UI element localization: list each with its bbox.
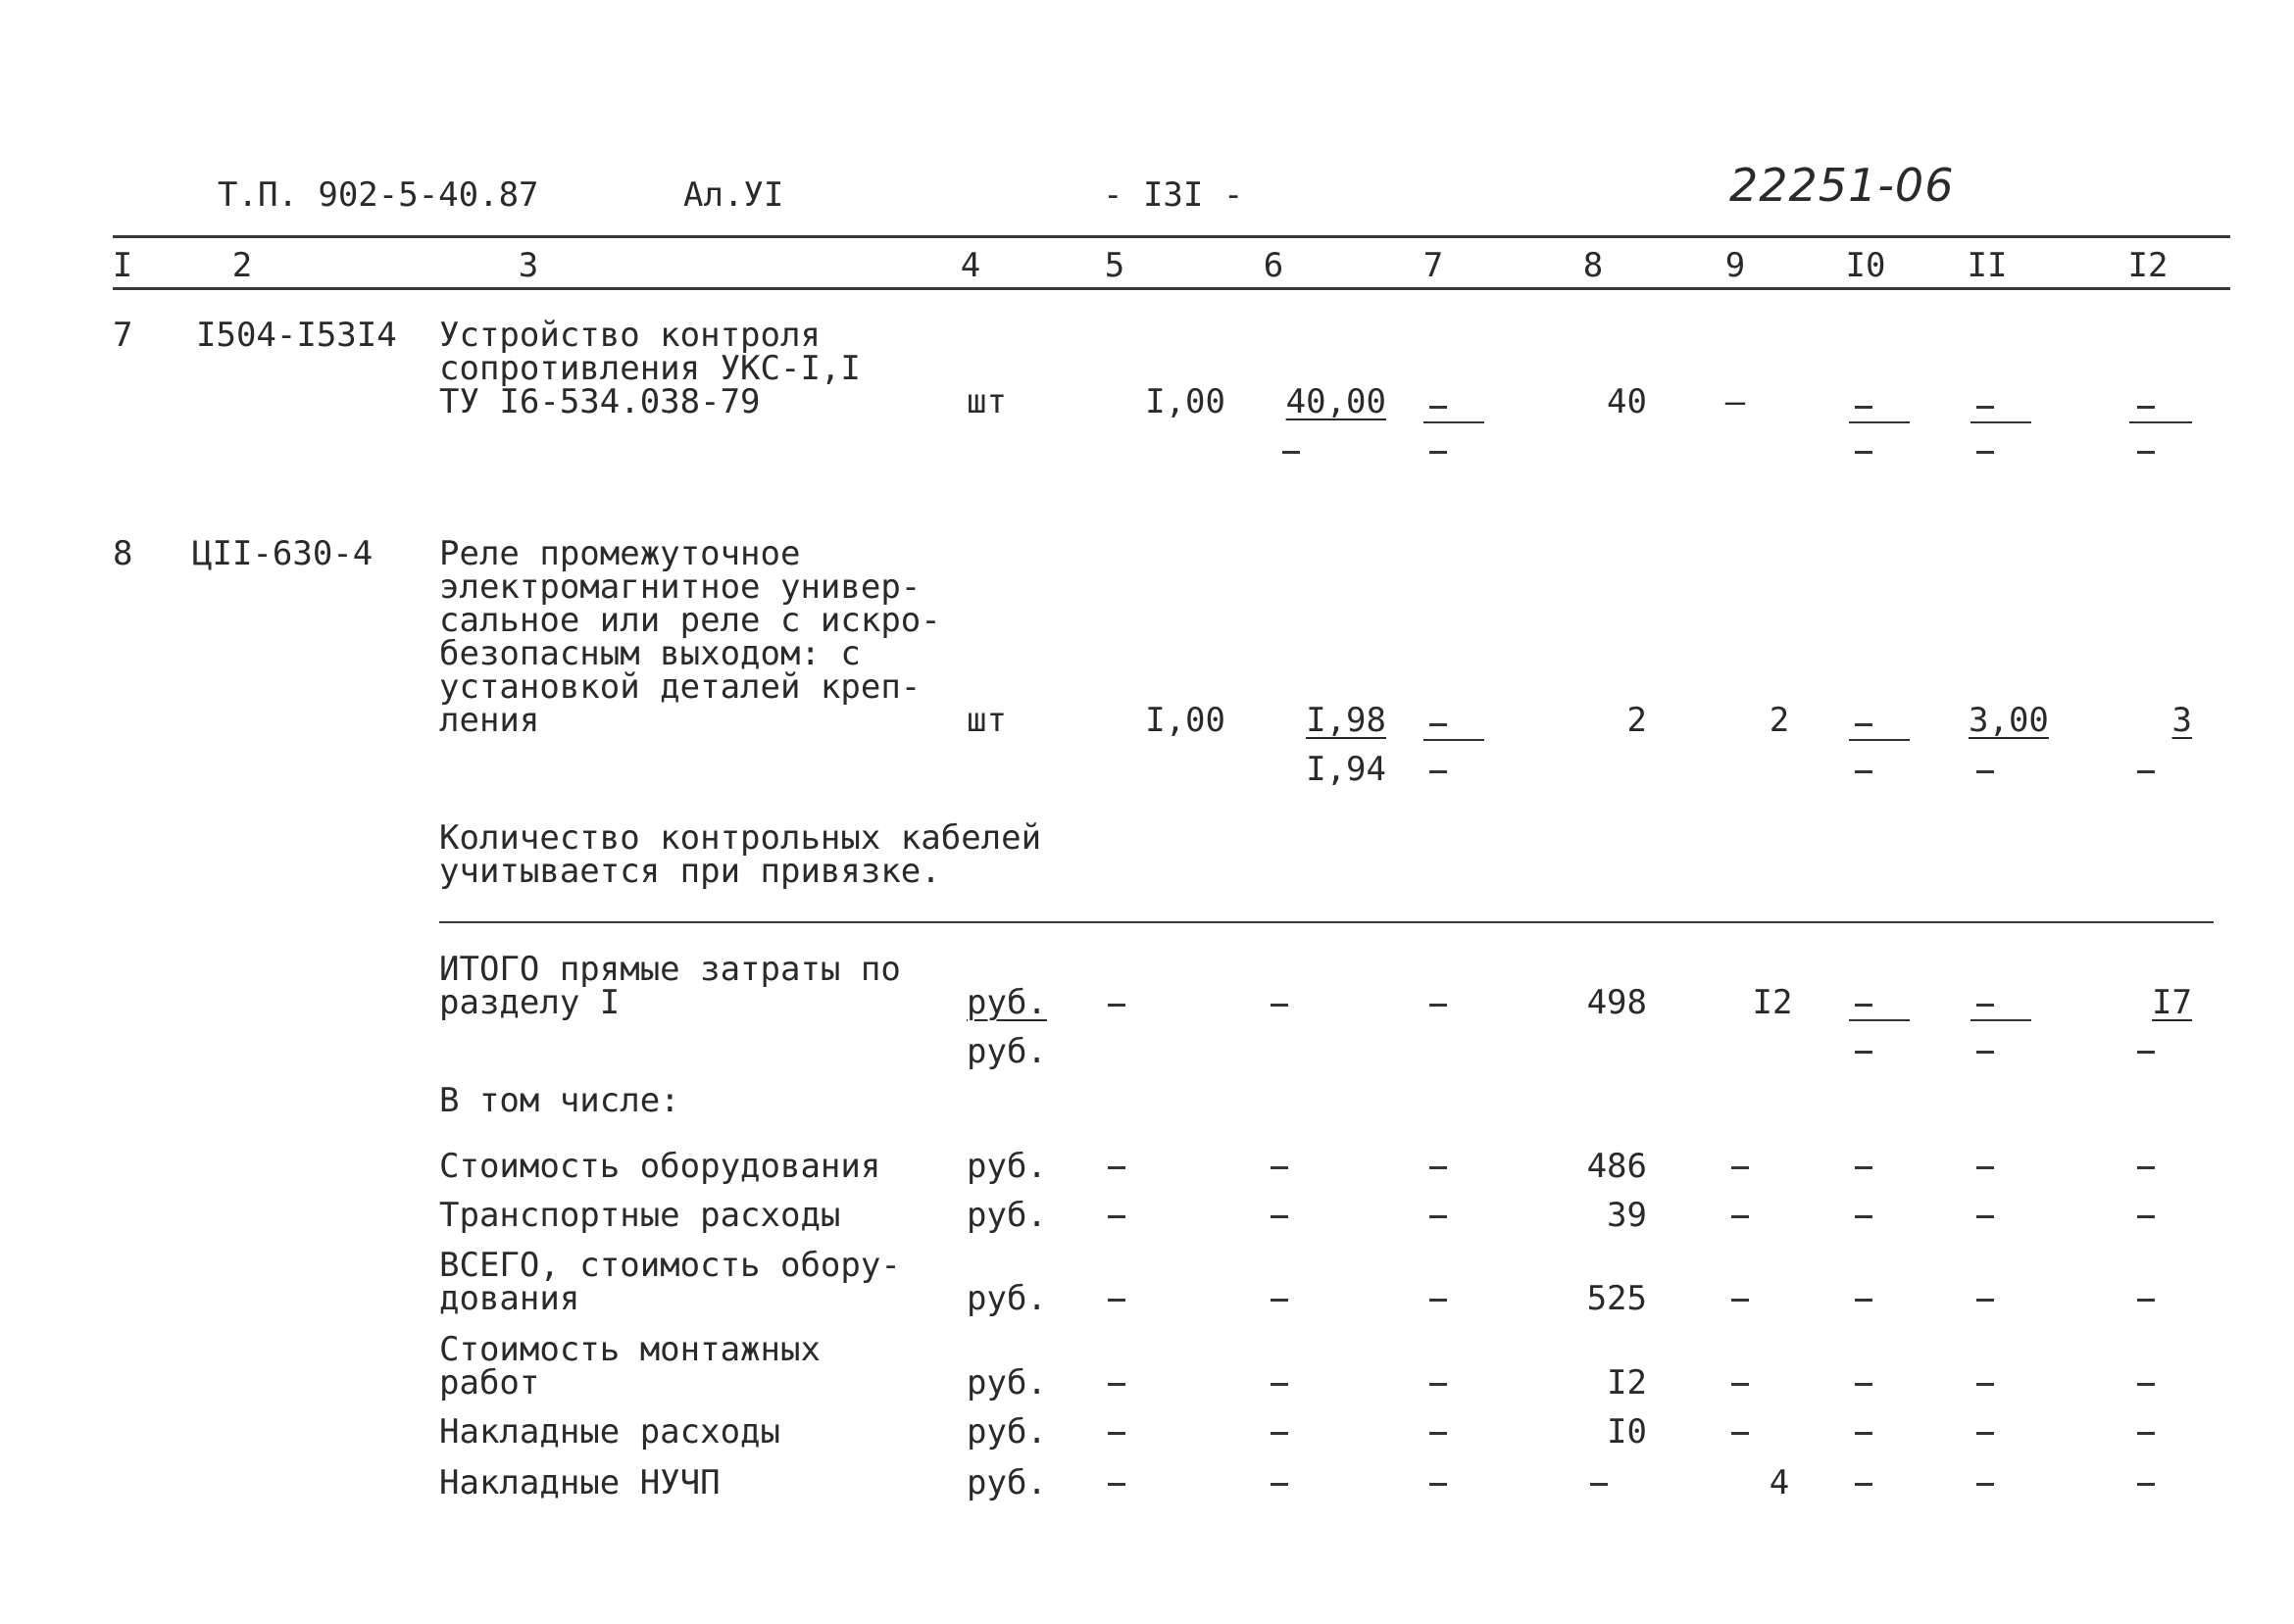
row-7-col11-underline <box>1970 421 2031 423</box>
row-7-col7-dash-bottom <box>1429 451 1447 454</box>
row-8-col10-underline <box>1849 739 1910 741</box>
row-7-col12-dash <box>2137 406 2155 409</box>
row-8-quantity: I,00 <box>1145 701 1225 740</box>
row-8-unit: шт <box>967 701 1007 740</box>
breakdown-row-2-col5-dash <box>1108 1215 1125 1218</box>
breakdown-row-4-unit: руб. <box>967 1363 1047 1403</box>
breakdown-row-4-col12-dash <box>2137 1383 2155 1386</box>
totals-col6-dash <box>1271 1004 1288 1007</box>
row-8-col7-underline <box>1423 739 1484 741</box>
breakdown-row-3-col6-dash <box>1271 1299 1288 1302</box>
column-header-11: II <box>1967 246 2008 285</box>
row-7-code: I504-I53I4 <box>196 316 397 355</box>
column-header-8: 8 <box>1582 246 1604 285</box>
breakdown-row-5-col6-dash <box>1271 1432 1288 1435</box>
breakdown-row-3-unit: руб. <box>967 1279 1047 1318</box>
row-7-col7-dash <box>1429 406 1447 409</box>
breakdown-row-5-unit: руб. <box>967 1412 1047 1452</box>
row-7-col12-underline <box>2129 421 2192 423</box>
row-8-code: ЦII-630-4 <box>192 534 374 573</box>
row-7-col9-value: – <box>1724 382 1746 421</box>
column-header-10: I0 <box>1845 246 1886 285</box>
row-7-col11-dash-bottom <box>1976 451 1994 454</box>
breakdown-row-3-col5-dash <box>1108 1299 1125 1302</box>
breakdown-row-6-label: Накладные НУЧП <box>439 1463 721 1502</box>
row-7-col8-value: 40 <box>1607 382 1647 421</box>
breakdown-row-4-col10-dash <box>1855 1383 1872 1386</box>
totals-col9-value: I2 <box>1752 983 1793 1022</box>
breakdown-row-3-col11-dash <box>1976 1299 1994 1302</box>
row-8-col10-dash-bottom <box>1855 770 1872 773</box>
breakdown-row-1-col11-dash <box>1976 1166 1994 1169</box>
row-7-col12-dash-bottom <box>2137 451 2155 454</box>
totals-col11-dash <box>1976 1004 1994 1007</box>
breakdown-row-3-col10-dash <box>1855 1299 1872 1302</box>
header-bottom-rule <box>113 287 2230 290</box>
handwritten-stamp-number: 22251-06 <box>1729 159 1955 212</box>
row-8-col6-value-top: I,98 <box>1306 701 1386 740</box>
breakdown-row-3-col12-dash <box>2137 1299 2155 1302</box>
including-label: В том числе: <box>439 1081 680 1120</box>
breakdown-row-1-unit: руб. <box>967 1147 1047 1186</box>
album-number: Ал.УI <box>683 175 784 215</box>
totals-col11-dash-bottom <box>1976 1051 1994 1054</box>
breakdown-row-6-col5-dash <box>1108 1483 1125 1486</box>
row-7-col10-underline <box>1849 421 1910 423</box>
breakdown-row-1-col7-dash <box>1429 1166 1447 1169</box>
totals-col10-dash <box>1855 1004 1872 1007</box>
row-8-col11-value: 3,00 <box>1969 701 2049 740</box>
totals-col8-value: 498 <box>1586 983 1647 1022</box>
breakdown-row-6-col11-dash <box>1976 1483 1994 1486</box>
breakdown-row-4-col8-value: I2 <box>1607 1363 1647 1403</box>
row-8-col7-dash <box>1429 723 1447 726</box>
breakdown-row-5-col9-dash <box>1731 1432 1749 1435</box>
breakdown-row-6-col10-dash <box>1855 1483 1872 1486</box>
breakdown-row-5-col7-dash <box>1429 1432 1447 1435</box>
column-header-5: 5 <box>1104 246 1125 285</box>
column-header-12: I2 <box>2127 246 2169 285</box>
breakdown-row-6-col9-value: 4 <box>1769 1463 1790 1502</box>
document-reference: Т.П. 902-5-40.87 <box>218 175 539 215</box>
row-8-col11-dash-bottom <box>1976 770 1994 773</box>
row-8-col8-value: 2 <box>1626 701 1647 740</box>
breakdown-row-4-label: Стоимость монтажных работ <box>439 1330 821 1403</box>
breakdown-row-5-col8-value: I0 <box>1607 1412 1647 1452</box>
totals-unit-top: руб. <box>967 983 1047 1022</box>
breakdown-row-1-label: Стоимость оборудования <box>439 1147 881 1186</box>
breakdown-row-6-col7-dash <box>1429 1483 1447 1486</box>
breakdown-row-4-col6-dash <box>1271 1383 1288 1386</box>
breakdown-row-6-unit: руб. <box>967 1463 1047 1502</box>
totals-col11-underline <box>1970 1019 2031 1021</box>
breakdown-row-6-col12-dash <box>2137 1483 2155 1486</box>
row-7-unit: шт <box>967 382 1007 421</box>
row-8-number: 8 <box>113 534 133 573</box>
breakdown-row-4-col7-dash <box>1429 1383 1447 1386</box>
row-7-col6-dash <box>1282 451 1300 454</box>
row-7-col10-dash-bottom <box>1855 451 1872 454</box>
breakdown-row-3-label: ВСЕГО, стоимость обору- дования <box>439 1246 901 1318</box>
breakdown-row-2-col12-dash <box>2137 1215 2155 1218</box>
breakdown-row-2-col11-dash <box>1976 1215 1994 1218</box>
breakdown-row-3-col7-dash <box>1429 1299 1447 1302</box>
totals-col12-value: I7 <box>2152 983 2192 1022</box>
breakdown-row-2-col10-dash <box>1855 1215 1872 1218</box>
breakdown-row-5-col5-dash <box>1108 1432 1125 1435</box>
row-7-col10-dash <box>1855 406 1872 409</box>
breakdown-row-5-label: Накладные расходы <box>439 1412 780 1452</box>
breakdown-row-1-col12-dash <box>2137 1166 2155 1169</box>
totals-separator-rule <box>439 921 2214 923</box>
breakdown-row-1-col10-dash <box>1855 1166 1872 1169</box>
breakdown-row-3-col8-value: 525 <box>1586 1279 1647 1318</box>
breakdown-row-2-col6-dash <box>1271 1215 1288 1218</box>
column-header-6: 6 <box>1263 246 1284 285</box>
breakdown-row-5-col10-dash <box>1855 1432 1872 1435</box>
row-7-description: Устройство контроля сопротивления УКС-I,I ТУ I6-534.038-79 <box>439 316 861 421</box>
column-header-3: 3 <box>518 246 539 285</box>
breakdown-row-4-col11-dash <box>1976 1383 1994 1386</box>
breakdown-row-6-col6-dash <box>1271 1483 1288 1486</box>
breakdown-row-4-col5-dash <box>1108 1383 1125 1386</box>
row-8-col6-value-bottom: I,94 <box>1306 750 1386 789</box>
breakdown-row-1-col8-value: 486 <box>1586 1147 1647 1186</box>
breakdown-row-2-col9-dash <box>1731 1215 1749 1218</box>
column-header-1: I <box>112 246 133 285</box>
column-header-4: 4 <box>960 246 981 285</box>
breakdown-row-6-col8-dash <box>1590 1483 1608 1486</box>
totals-unit-bottom: руб. <box>967 1032 1047 1071</box>
row-7-number: 7 <box>113 316 133 355</box>
breakdown-row-5-col12-dash <box>2137 1432 2155 1435</box>
note-text: Количество контрольных кабелей учитывается при привязке. <box>439 818 1042 891</box>
row-8-col12-dash-bottom <box>2137 770 2155 773</box>
row-7-col11-dash <box>1976 406 1994 409</box>
row-8-col12-value: 3 <box>2171 701 2192 740</box>
column-header-7: 7 <box>1422 246 1444 285</box>
totals-col12-dash-bottom <box>2137 1051 2155 1054</box>
row-7-col7-underline <box>1423 421 1484 423</box>
totals-col10-dash-bottom <box>1855 1051 1872 1054</box>
breakdown-row-3-col9-dash <box>1731 1299 1749 1302</box>
row-8-col10-dash <box>1855 723 1872 726</box>
breakdown-row-1-col5-dash <box>1108 1166 1125 1169</box>
totals-col5-dash <box>1108 1004 1125 1007</box>
row-8-description: Реле промежуточное электромагнитное универ- сальное или реле с искро- безопасным выходом: с установкой деталей креп- ления <box>439 534 941 740</box>
totals-col10-underline <box>1849 1019 1910 1021</box>
breakdown-row-1-col6-dash <box>1271 1166 1288 1169</box>
breakdown-row-2-col7-dash <box>1429 1215 1447 1218</box>
breakdown-row-1-col9-dash <box>1731 1166 1749 1169</box>
totals-col7-dash <box>1429 1004 1447 1007</box>
page-number: - I3I - <box>1103 175 1244 215</box>
header-top-rule <box>113 235 2230 238</box>
row-7-quantity: I,00 <box>1145 382 1225 421</box>
breakdown-row-2-unit: руб. <box>967 1196 1047 1235</box>
column-header-2: 2 <box>231 246 253 285</box>
breakdown-row-2-col8-value: 39 <box>1607 1196 1647 1235</box>
row-8-col7-dash-bottom <box>1429 770 1447 773</box>
breakdown-row-5-col11-dash <box>1976 1432 1994 1435</box>
row-8-col9-value: 2 <box>1769 701 1790 740</box>
column-header-9: 9 <box>1724 246 1746 285</box>
row-7-col6-value: 40,00 <box>1285 382 1386 421</box>
totals-label: ИТОГО прямые затраты по разделу I <box>439 950 901 1022</box>
breakdown-row-4-col9-dash <box>1731 1383 1749 1386</box>
breakdown-row-2-label: Транспортные расходы <box>439 1196 841 1235</box>
